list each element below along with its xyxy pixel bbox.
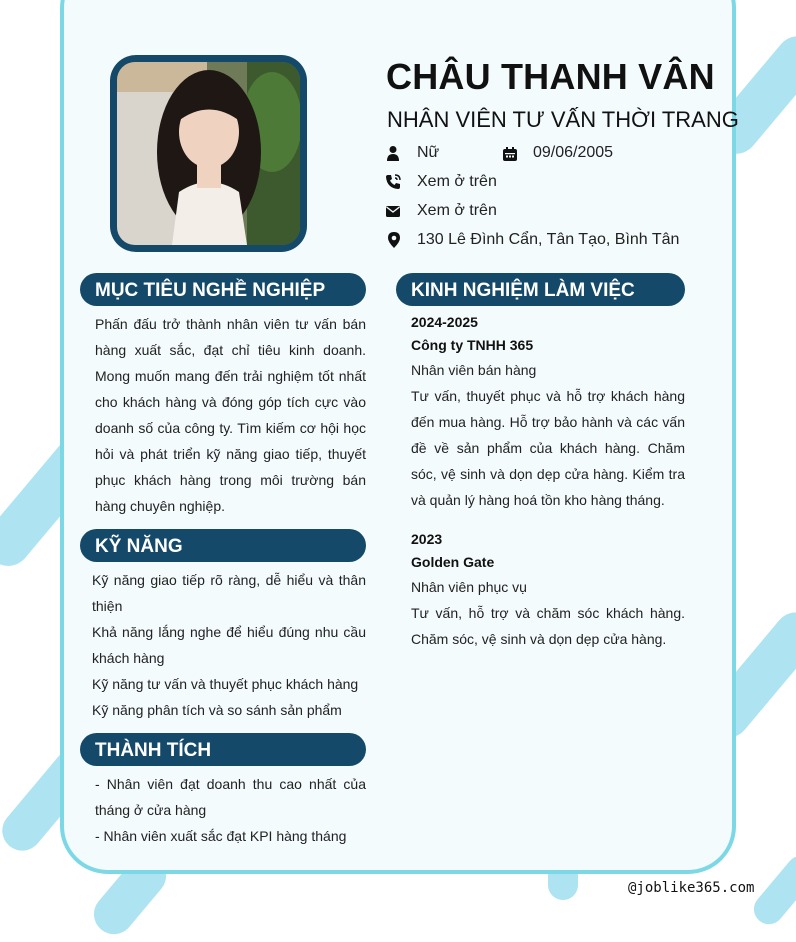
gender-value: Nữ bbox=[417, 144, 440, 161]
skill-item: Kỹ năng phân tích và so sánh sản phẩm bbox=[92, 702, 342, 718]
candidate-name: CHÂU THANH VÂN bbox=[386, 56, 715, 97]
birthdate-value: 09/06/2005 bbox=[533, 144, 614, 161]
achievement-item: - Nhân viên đạt doanh thu cao nhất của tháng ở cửa hàng bbox=[95, 776, 366, 818]
experience-company: Golden Gate bbox=[411, 554, 495, 570]
decor-stripe bbox=[748, 850, 796, 931]
achievements-heading: THÀNH TÍCH bbox=[80, 733, 366, 766]
objective-heading: MỤC TIÊU NGHỀ NGHIỆP bbox=[80, 273, 366, 306]
address-value: 130 Lê Đình Cẩn, Tân Tạo, Bình Tân bbox=[417, 231, 680, 248]
email-value: Xem ở trên bbox=[417, 202, 497, 219]
skill-item: Khả năng lắng nghe để hiểu đúng nhu cầu khách hàng bbox=[92, 624, 366, 666]
skills-list bbox=[92, 567, 366, 723]
phone-icon bbox=[385, 174, 401, 190]
mail-icon bbox=[385, 203, 401, 219]
calendar-icon bbox=[502, 146, 518, 162]
avatar-frame bbox=[110, 55, 307, 252]
phone-value: Xem ở trên bbox=[417, 173, 497, 190]
skills-heading: KỸ NĂNG bbox=[80, 529, 366, 562]
experience-position: Nhân viên phục vụ bbox=[411, 579, 527, 595]
location-pin-icon bbox=[386, 232, 402, 248]
avatar bbox=[117, 62, 300, 245]
objective-text: Phấn đấu trở thành nhân viên tư vấn bán hàng xuất sắc, đạt chỉ tiêu kinh doanh. Mong muốn mang đến trải nghiệm tốt nhất cho khách hàng và đóng góp tích cực vào doanh số của công ty. Tìm kiếm cơ hội học hỏi và phát triển kỹ năng giao tiếp, thuyết phục khách hàng trong môi trường bán hàng chuyên nghiệp. bbox=[95, 316, 366, 514]
experience-heading: KINH NGHIỆM LÀM VIỆC bbox=[396, 273, 685, 306]
achievements-list bbox=[95, 771, 366, 849]
achievement-item: - Nhân viên xuất sắc đạt KPI hàng tháng bbox=[95, 828, 347, 844]
experience-position: Nhân viên bán hàng bbox=[411, 362, 537, 378]
experience-period: 2023 bbox=[411, 531, 443, 547]
watermark: @joblike365.com bbox=[628, 880, 755, 896]
experience-period: 2024-2025 bbox=[411, 314, 478, 330]
person-icon bbox=[385, 145, 401, 161]
experience-company: Công ty TNHH 365 bbox=[411, 337, 534, 353]
experience-description: Tư vấn, thuyết phục và hỗ trợ khách hàng đến mua hàng. Hỗ trợ bảo hành và các vấn đề về sản phẩm của khách hàng. Chăm sóc, vệ sinh và dọn dẹp cửa hàng. Kiểm tra và quản lý hàng hoá tồn kho hàng tháng. bbox=[411, 388, 685, 508]
skill-item: Kỹ năng tư vấn và thuyết phục khách hàng bbox=[92, 676, 359, 692]
skill-item: Kỹ năng giao tiếp rõ ràng, dễ hiểu và thân thiện bbox=[92, 572, 366, 614]
candidate-title: NHÂN VIÊN TƯ VẤN THỜI TRANG bbox=[387, 107, 739, 132]
experience-description: Tư vấn, hỗ trợ và chăm sóc khách hàng. Chăm sóc, vệ sinh và dọn dẹp cửa hàng. bbox=[411, 605, 685, 647]
